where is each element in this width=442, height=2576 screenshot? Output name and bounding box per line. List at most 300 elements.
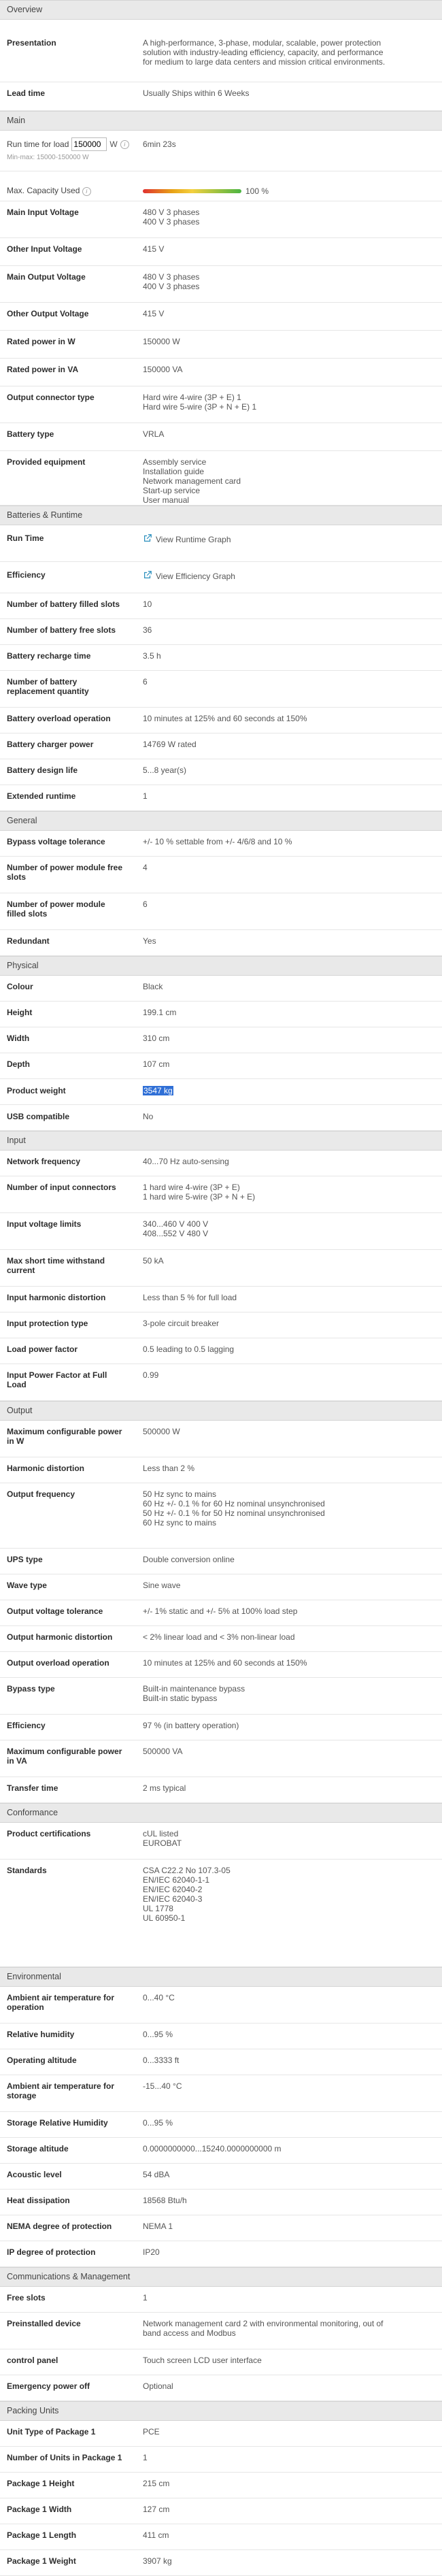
spec-value-line: 415 V xyxy=(143,309,165,318)
spec-value-line: Assembly service xyxy=(143,457,207,467)
spec-label-line: Number of Units in Package 1 xyxy=(7,2453,122,2462)
spec-value xyxy=(143,863,435,872)
spec-value-line: EN/IEC 62040-2 xyxy=(143,1885,203,1894)
spec-label-line: Maximum configurable power xyxy=(7,1427,122,1436)
spec-value xyxy=(143,1256,435,1266)
spec-row xyxy=(0,759,442,785)
info-icon[interactable]: i xyxy=(82,187,91,196)
spec-label-line: Number of input connectors xyxy=(7,1183,116,1192)
spec-value-line: Yes xyxy=(143,936,156,946)
efficiency-graph-link[interactable] xyxy=(143,570,435,582)
spec-value-line: 107 cm xyxy=(143,1059,170,1069)
spec-label xyxy=(7,2479,143,2488)
spec-value-line: 480 V 3 phases xyxy=(143,208,200,217)
load-watts-input[interactable] xyxy=(71,137,107,151)
spec-label xyxy=(7,457,143,467)
spec-label xyxy=(7,740,143,749)
spec-label xyxy=(7,2356,143,2365)
spec-value-line: 54 dBA xyxy=(143,2170,170,2179)
spec-label xyxy=(7,208,143,217)
spec-label xyxy=(7,1034,143,1043)
spec-value-line: CSA C22.2 No 107.3-05 xyxy=(143,1866,231,1875)
spec-value xyxy=(143,2479,435,2488)
spec-label xyxy=(7,2196,143,2205)
spec-label xyxy=(7,2453,143,2462)
spec-value-line: Sine wave xyxy=(143,1581,181,1590)
spec-label-line: Output frequency xyxy=(7,1489,75,1499)
spec-value-line: Installation guide xyxy=(143,467,205,476)
spec-value xyxy=(143,337,435,346)
spec-value-line: 1 xyxy=(143,2453,148,2462)
spec-label xyxy=(7,1319,143,1328)
info-icon[interactable]: i xyxy=(120,140,129,149)
spec-value-line: 50 Hz +/- 0.1 % for 50 Hz nominal unsynchronised xyxy=(143,1508,325,1518)
spec-label xyxy=(7,1427,143,1446)
spec-row-graph xyxy=(0,562,442,593)
spec-row-usb xyxy=(0,1105,442,1131)
spec-value-line: 0...3333 ft xyxy=(143,2055,180,2065)
spec-value xyxy=(143,2055,435,2065)
spec-value xyxy=(143,714,435,723)
spec-label xyxy=(7,2144,143,2153)
spec-row xyxy=(0,2447,442,2473)
spec-label-line: Output connector type xyxy=(7,393,95,402)
spec-value-line: 150000 W xyxy=(143,337,180,346)
spec-value-line: 1 xyxy=(143,2293,148,2302)
spec-row-graph xyxy=(0,525,442,562)
spec-value xyxy=(143,1086,435,1095)
spec-label xyxy=(7,337,143,346)
spec-value-line: 3907 kg xyxy=(143,2556,172,2566)
spec-label xyxy=(7,2381,143,2391)
spec-value xyxy=(143,899,435,909)
spec-value-line: 415 V xyxy=(143,244,165,254)
spec-value xyxy=(143,1344,435,1354)
spec-value-line: 3-pole circuit breaker xyxy=(143,1319,220,1328)
spec-row xyxy=(0,386,442,423)
spec-value-line: 0...40 °C xyxy=(143,1993,175,2002)
spec-value-line: +/- 1% static and +/- 5% at 100% load step xyxy=(143,1606,298,1616)
graph-link-label[interactable]: View Runtime Graph xyxy=(156,534,231,544)
spec-value-line: 1 xyxy=(143,791,148,801)
spec-row xyxy=(0,893,442,930)
spec-value-line: 10 minutes at 125% and 60 seconds at 150% xyxy=(143,714,307,723)
spec-label-line: Load power factor xyxy=(7,1344,78,1354)
spec-label xyxy=(7,1183,143,1192)
spec-label xyxy=(7,625,143,635)
spec-value-line: Built-in static bypass xyxy=(143,1694,218,1703)
spec-label-line: Input harmonic distortion xyxy=(7,1293,106,1302)
spec-label-line: operation xyxy=(7,2002,44,2012)
spec-value-line: Start-up service xyxy=(143,486,201,495)
spec-row xyxy=(0,2375,442,2401)
spec-label xyxy=(7,2505,143,2514)
spec-label-line: Ambient air temperature for xyxy=(7,2081,115,2091)
spec-value xyxy=(143,2530,435,2540)
spec-value-line: 50 kA xyxy=(143,1256,164,1266)
spec-row xyxy=(0,2215,442,2241)
spec-value-line: 0...95 % xyxy=(143,2118,173,2128)
spec-label-line: Redundant xyxy=(7,936,50,946)
spec-value xyxy=(143,2319,435,2338)
spec-label xyxy=(7,1632,143,1642)
spec-label-line: Emergency power off xyxy=(7,2381,90,2391)
spec-value xyxy=(143,599,435,609)
spec-value xyxy=(143,1319,435,1328)
spec-label-line: UPS type xyxy=(7,1555,43,1564)
spec-label xyxy=(7,1344,143,1354)
spec-label: Product weight xyxy=(7,1086,66,1095)
runtime-graph-link[interactable] xyxy=(143,533,435,545)
spec-label xyxy=(7,2222,143,2231)
section-header-main: Main xyxy=(0,111,442,131)
spec-label-line: Wave type xyxy=(7,1581,47,1590)
spec-value-line: 97 % (in battery operation) xyxy=(143,1721,239,1730)
spec-value-line: 215 cm xyxy=(143,2479,170,2488)
spec-value-line: 2 ms typical xyxy=(143,1783,186,1793)
spec-label xyxy=(7,1993,143,2012)
spec-label-line: Number of power module free xyxy=(7,863,123,872)
spec-row xyxy=(0,1250,442,1287)
spec-label-line: Preinstalled device xyxy=(7,2319,81,2328)
spec-value-line: IP20 xyxy=(143,2247,160,2257)
spec-label-line: Battery recharge time xyxy=(7,651,91,661)
runtime-input-group xyxy=(7,137,143,151)
spec-row xyxy=(0,2049,442,2075)
spec-label-line: IP degree of protection xyxy=(7,2247,96,2257)
spec-row xyxy=(0,2138,442,2164)
spec-label xyxy=(7,1829,143,1838)
spec-label-line: Width xyxy=(7,1034,30,1043)
spec-value-line: 5...8 year(s) xyxy=(143,765,187,775)
spec-value xyxy=(143,1464,435,1473)
spec-value xyxy=(143,1427,435,1436)
spec-row xyxy=(0,1678,442,1715)
spec-value-line: Built-in maintenance bypass xyxy=(143,1684,245,1694)
spec-label xyxy=(7,1866,143,1875)
spec-row xyxy=(0,1053,442,1079)
spec-value-line: UL 60950-1 xyxy=(143,1913,186,1923)
spec-value: Usually Ships within 6 Weeks xyxy=(143,88,250,98)
spec-value xyxy=(143,1866,435,1923)
spec-value-line: Hard wire 4-wire (3P + E) 1 xyxy=(143,393,241,402)
spec-label-line: replacement quantity xyxy=(7,687,89,696)
spec-value xyxy=(143,244,435,254)
spec-value-line: UL 1778 xyxy=(143,1904,173,1913)
spec-row xyxy=(0,359,442,386)
watts-unit: W xyxy=(109,139,118,149)
spec-value-line: Black xyxy=(143,982,163,991)
spec-value xyxy=(143,1581,435,1590)
spec-label-line: Main Input Voltage xyxy=(7,208,79,217)
spec-label-line: Max short time withstand xyxy=(7,1256,105,1266)
spec-row xyxy=(0,976,442,1002)
spec-label-line: Package 1 Weight xyxy=(7,2556,76,2566)
spec-row xyxy=(0,1715,442,1740)
section-header-output: Output xyxy=(0,1401,442,1421)
spec-value-line: 408...552 V 480 V xyxy=(143,1229,209,1238)
spec-value-line: 0...95 % xyxy=(143,2030,173,2039)
spec-label xyxy=(7,1581,143,1590)
spec-value xyxy=(143,2247,435,2257)
spec-value xyxy=(143,309,435,318)
spec-label-line: Transfer time xyxy=(7,1783,58,1793)
spec-row xyxy=(0,1213,442,1250)
spec-value-line: 310 cm xyxy=(143,1034,170,1043)
section-header-batteries: Batteries & Runtime xyxy=(0,506,442,525)
spec-value-line: 340...460 V 400 V xyxy=(143,1219,209,1229)
spec-value xyxy=(143,2144,435,2153)
spec-value-line: 6 xyxy=(143,899,148,909)
spec-value xyxy=(143,2356,435,2365)
run-minmax: Min-max: 15000-150000 W xyxy=(7,154,89,161)
spec-value-line: band access and Modbus xyxy=(143,2328,236,2338)
spec-value-line: Network management card 2 with environmental monitoring, out of xyxy=(143,2319,384,2328)
spec-value xyxy=(143,2170,435,2179)
spec-value xyxy=(143,2293,435,2302)
spec-value-line: 6 xyxy=(143,677,148,687)
spec-label-line: Acoustic level xyxy=(7,2170,62,2179)
spec-value xyxy=(143,1293,435,1302)
spec-value-line: 36 xyxy=(143,625,152,635)
spec-row xyxy=(0,1483,442,1549)
section-header-physical: Physical xyxy=(0,956,442,976)
graph-link-label[interactable]: View Efficiency Graph xyxy=(156,571,235,581)
spec-value-line: 4 xyxy=(143,863,148,872)
spec-value xyxy=(143,1658,435,1668)
spec-label-line: Package 1 Length xyxy=(7,2530,77,2540)
spec-label-line: Free slots xyxy=(7,2293,46,2302)
spec-label xyxy=(7,1747,143,1766)
spec-label xyxy=(7,714,143,723)
spec-row xyxy=(0,451,442,506)
spec-value-line: PCE xyxy=(143,2427,160,2437)
spec-value-line: 60 Hz +/- 0.1 % for 60 Hz nominal unsynchronised xyxy=(143,1499,325,1508)
spec-label xyxy=(7,365,143,374)
spec-label xyxy=(7,272,143,282)
spec-value-line: 3.5 h xyxy=(143,651,161,661)
spec-label xyxy=(7,899,143,919)
spec-value-line: Hard wire 5-wire (3P + N + E) 1 xyxy=(143,402,257,412)
spec-value-line: EUROBAT xyxy=(143,1838,182,1848)
spec-label-line: in VA xyxy=(7,1756,27,1766)
spec-row xyxy=(0,2024,442,2049)
spec-label xyxy=(7,1059,143,1069)
spec-value xyxy=(143,1993,435,2002)
spec-label xyxy=(7,936,143,946)
spec-label-line: NEMA degree of protection xyxy=(7,2222,112,2231)
spec-row xyxy=(0,2473,442,2498)
spec-value xyxy=(143,677,435,687)
spec-row xyxy=(0,857,442,893)
spec-row xyxy=(0,2287,442,2313)
spec-value-line: Less than 2 % xyxy=(143,1464,195,1473)
spec-row xyxy=(0,2550,442,2576)
spec-row xyxy=(0,1600,442,1626)
spec-label-line: Ambient air temperature for xyxy=(7,1993,115,2002)
capacity-row xyxy=(0,171,442,201)
section-header-general: General xyxy=(0,811,442,831)
spec-label-line: Input voltage limits xyxy=(7,1219,82,1229)
spec-value xyxy=(143,1370,435,1380)
spec-row xyxy=(0,2349,442,2375)
spec-value xyxy=(143,1747,435,1756)
spec-value xyxy=(143,2453,435,2462)
spec-label: Presentation xyxy=(7,38,56,48)
spec-label xyxy=(7,2427,143,2437)
spec-value xyxy=(143,2556,435,2566)
spec-row xyxy=(0,619,442,645)
spec-value-line: EN/IEC 62040-3 xyxy=(143,1894,203,1904)
spec-value xyxy=(143,365,435,374)
spec-row xyxy=(0,1338,442,1364)
spec-row xyxy=(0,2524,442,2550)
selected-weight-value[interactable]: 3547 kg xyxy=(143,1086,173,1095)
spec-value-line: 50 Hz sync to mains xyxy=(143,1489,217,1499)
spec-row xyxy=(0,1626,442,1652)
spec-value-line: 14769 W rated xyxy=(143,740,197,749)
spec-value-line: 1 hard wire 4-wire (3P + E) xyxy=(143,1183,240,1192)
spec-value xyxy=(143,1008,435,1017)
presentation-line: for medium to large data centers and mission critical environments. xyxy=(143,57,386,67)
spec-label: Efficiency xyxy=(7,570,46,580)
spec-value-line: 199.1 cm xyxy=(143,1008,177,1017)
spec-row xyxy=(0,831,442,857)
spec-value-line: Less than 5 % for full load xyxy=(143,1293,237,1302)
spec-label xyxy=(7,2081,143,2100)
spec-value xyxy=(143,740,435,749)
section-header-environmental: Environmental xyxy=(0,1967,442,1987)
spec-label xyxy=(7,765,143,775)
spec-label xyxy=(7,2293,143,2302)
spec-value xyxy=(143,1489,435,1528)
runtime-calculator-row xyxy=(0,131,442,171)
spec-value xyxy=(143,1684,435,1703)
spec-value xyxy=(143,837,435,846)
spec-label-line: Storage altitude xyxy=(7,2144,69,2153)
spec-row xyxy=(0,303,442,331)
spec-label-line: Package 1 Width xyxy=(7,2505,72,2514)
spec-value xyxy=(143,1606,435,1616)
spec-label-line: slots xyxy=(7,872,27,882)
spec-value-line: VRLA xyxy=(143,429,165,439)
spec-value-line: 40...70 Hz auto-sensing xyxy=(143,1157,229,1166)
spec-row xyxy=(0,1457,442,1483)
spec-label-line: Battery design life xyxy=(7,765,78,775)
spec-value-line: 150000 VA xyxy=(143,365,183,374)
spec-label xyxy=(7,1370,143,1389)
spec-value xyxy=(143,1783,435,1793)
spec-value-line: Optional xyxy=(143,2381,173,2391)
spec-label xyxy=(7,599,143,609)
spec-value-line: 127 cm xyxy=(143,2505,170,2514)
spec-row xyxy=(0,645,442,671)
spec-label xyxy=(7,244,143,254)
spec-label-line: Number of battery free slots xyxy=(7,625,116,635)
spec-value-line: 500000 VA xyxy=(143,1747,183,1756)
spec-value-line: cUL listed xyxy=(143,1829,179,1838)
spec-value xyxy=(143,1219,435,1238)
runtime-calculator xyxy=(7,137,435,151)
spec-label-line: Height xyxy=(7,1008,33,1017)
spec-row xyxy=(0,1176,442,1213)
spec-row xyxy=(0,1002,442,1027)
spec-label xyxy=(7,1489,143,1499)
spec-label xyxy=(7,791,143,801)
spec-row xyxy=(0,2164,442,2190)
spec-value xyxy=(143,2381,435,2391)
spec-value xyxy=(143,982,435,991)
spec-row xyxy=(0,1987,442,2024)
spec-value xyxy=(143,1183,435,1202)
presentation-line: solution with industry-leading efficiency, capacity, and performance xyxy=(143,48,384,57)
spec-value xyxy=(143,2222,435,2231)
spec-label-line: Number of battery xyxy=(7,677,78,687)
spec-row xyxy=(0,1151,442,1176)
spec-label-line: Output harmonic distortion xyxy=(7,1632,113,1642)
spec-label xyxy=(7,2319,143,2328)
spec-label: Lead time xyxy=(7,88,46,98)
spec-label-line: Battery overload operation xyxy=(7,714,111,723)
spec-label-line: Operating altitude xyxy=(7,2055,77,2065)
capacity-meter xyxy=(143,186,435,196)
spec-row xyxy=(0,1421,442,1457)
spec-row xyxy=(0,2498,442,2524)
spec-value-line: 500000 W xyxy=(143,1427,180,1436)
spec-label xyxy=(7,1606,143,1616)
spec-row xyxy=(0,423,442,451)
spec-value xyxy=(143,2030,435,2039)
spec-label-line: Harmonic distortion xyxy=(7,1464,85,1473)
spec-label xyxy=(7,2247,143,2257)
spec-row xyxy=(0,2075,442,2112)
spec-row xyxy=(0,2190,442,2215)
spec-row xyxy=(0,2241,442,2267)
spec-value-line: 400 V 3 phases xyxy=(143,282,200,291)
spec-label-line: in W xyxy=(7,1436,24,1446)
presentation-line: A high-performance, 3-phase, modular, scalable, power protection xyxy=(143,38,381,48)
spec-row xyxy=(0,201,442,238)
spec-row xyxy=(0,331,442,359)
spec-row xyxy=(0,593,442,619)
spec-label xyxy=(7,2170,143,2179)
spec-label-line: current xyxy=(7,1266,35,1275)
spec-label-line: Other Input Voltage xyxy=(7,244,82,254)
spec-label xyxy=(7,677,143,696)
spec-value xyxy=(143,1157,435,1166)
spec-label xyxy=(7,1555,143,1564)
spec-row xyxy=(0,238,442,266)
spec-value-line: 18568 Btu/h xyxy=(143,2196,187,2205)
spec-label-line: Relative humidity xyxy=(7,2030,75,2039)
spec-value-line: +/- 10 % settable from +/- 4/6/8 and 10 % xyxy=(143,837,292,846)
spec-label xyxy=(7,651,143,661)
spec-value xyxy=(143,2118,435,2128)
spec-label: USB compatible xyxy=(7,1112,70,1121)
spec-value xyxy=(143,625,435,635)
spec-row xyxy=(0,1860,442,1967)
spec-value-line: 400 V 3 phases xyxy=(143,217,200,227)
spec-label-line: control panel xyxy=(7,2356,58,2365)
spec-label xyxy=(7,1721,143,1730)
spec-value-line: 10 minutes at 125% and 60 seconds at 150% xyxy=(143,1658,307,1668)
spec-label xyxy=(7,2055,143,2065)
spec-label xyxy=(7,1684,143,1694)
spec-value-line: EN/IEC 62040-1-1 xyxy=(143,1875,210,1885)
section-header-packing: Packing Units xyxy=(0,2401,442,2421)
spec-value xyxy=(143,2081,435,2091)
spec-label-line: Package 1 Height xyxy=(7,2479,75,2488)
